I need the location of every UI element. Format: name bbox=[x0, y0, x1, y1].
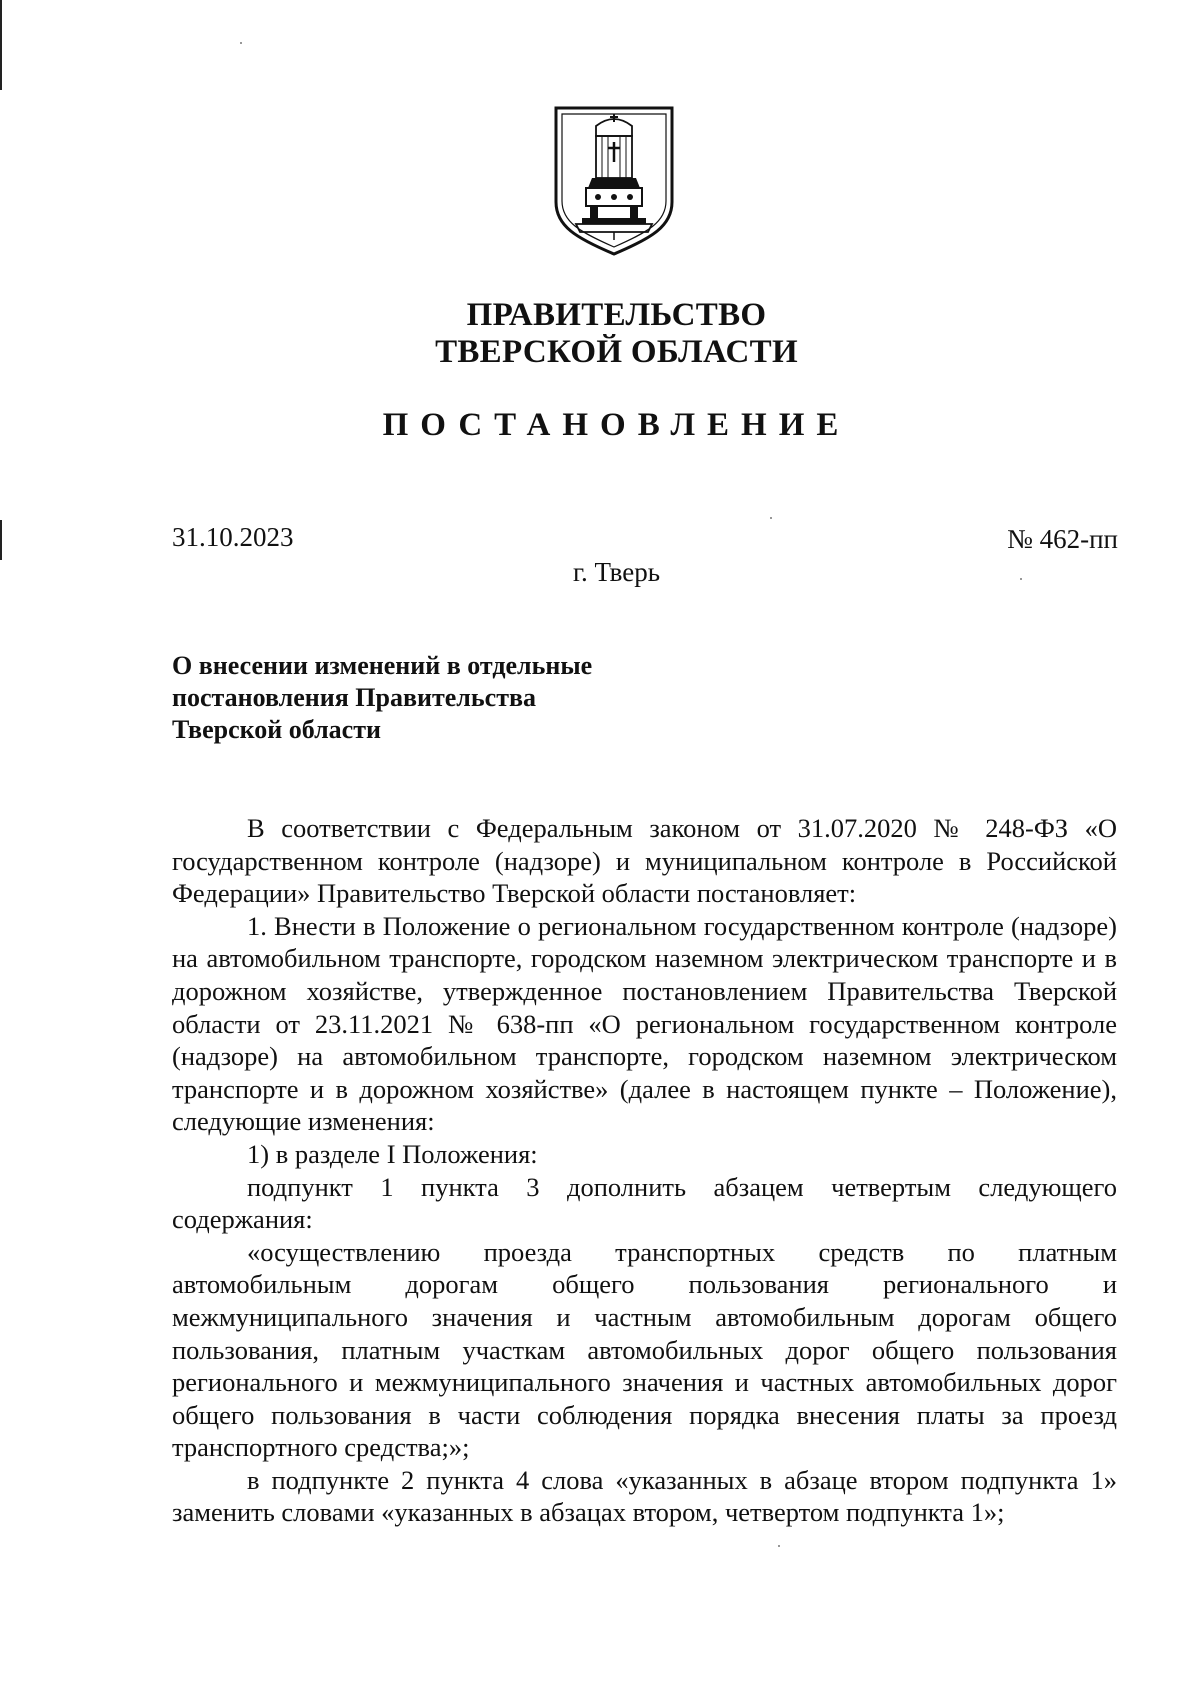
subject-line: О внесении изменений в отдельные bbox=[172, 651, 593, 680]
body-paragraph: подпункт 1 пункта 3 дополнить абзацем четвертым следующего содержания: bbox=[172, 1171, 1117, 1235]
document-number: № 462-пп bbox=[1007, 524, 1118, 554]
scan-speck bbox=[770, 517, 772, 519]
document-subject bbox=[172, 650, 692, 746]
document-city: г. Тверь bbox=[572, 557, 661, 587]
scan-edge-mark bbox=[0, 0, 2, 90]
subject-line: постановления Правительства bbox=[172, 683, 536, 712]
body-paragraph: 1) в разделе I Положения: bbox=[247, 1138, 538, 1169]
document-type: ПОСТАНОВЛЕНИЕ bbox=[382, 407, 851, 443]
scan-edge-mark bbox=[0, 520, 2, 560]
document-body bbox=[172, 812, 1117, 1529]
coat-of-arms-icon bbox=[552, 106, 676, 256]
scan-speck bbox=[240, 42, 242, 44]
scan-speck bbox=[778, 1545, 780, 1547]
body-paragraph: в подпункте 2 пункта 4 слова «указанных в абзаце втором подпункта 1» заменить словами «указанных в абзацах втором, четвертом подпункта 1»; bbox=[172, 1464, 1117, 1528]
body-paragraph: «осуществлению проезда транспортных средств по платным автомобильным дорогам общего пользования регионального и межмуниципального значения и частным автомобильным дорогам общего пользования, платным участкам автомобильных дорог общего пользования регионального и межмуниципального значения и частных автомобильных дорог общего пользования в части соблюдения порядка внесения платы за проезд транспортного средства;»; bbox=[172, 1236, 1117, 1463]
subject-line: Тверской области bbox=[172, 715, 381, 744]
org-title-line2: ТВЕРСКОЙ ОБЛАСТИ bbox=[435, 334, 798, 370]
document-date: 31.10.2023 bbox=[172, 522, 294, 552]
body-paragraph: 1. Внести в Положение о региональном государственном контроле (надзоре) на автомобильном транспорте, городском наземном электрическом транспорте и в дорожном хозяйстве, утвержденное постановлением Правительства Тверской области от 23.11.2021 № 638-пп «О региональном государственном контроле (надзоре) на автомобильном транспорте, городском наземном электрическом транспорте и в дорожном хозяйстве» (далее в настоящем пункте – Положение), следующие изменения: bbox=[172, 910, 1117, 1137]
body-paragraph: В соответствии с Федеральным законом от 31.07.2020 № 248-ФЗ «О государственном контроле (надзоре) и муниципальном контроле в Российской Федерации» Правительство Тверской области постановляет: bbox=[172, 813, 1117, 909]
org-title-line1: ПРАВИТЕЛЬСТВО bbox=[466, 297, 767, 333]
